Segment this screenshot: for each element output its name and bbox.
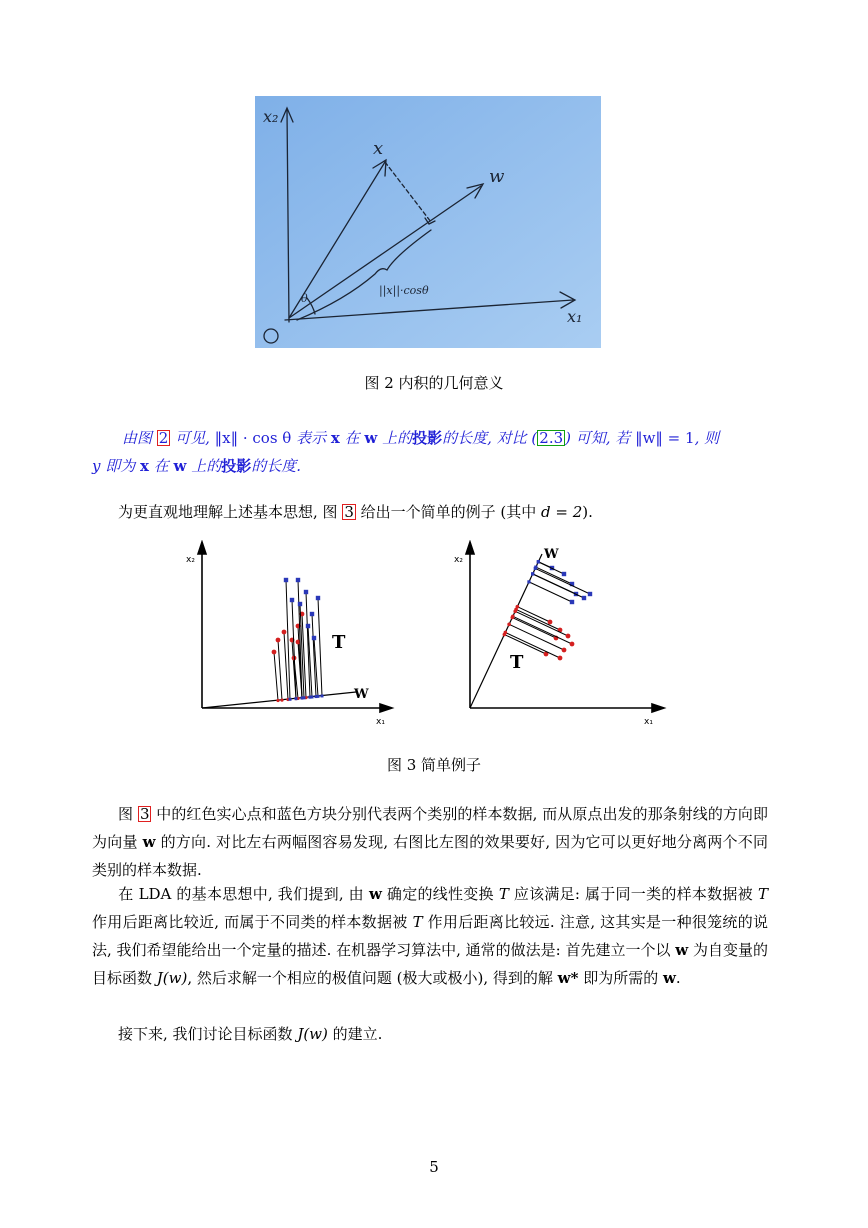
text: 表示 <box>291 429 331 447</box>
left-blue-projected-square <box>317 695 320 698</box>
left-blue-projected-square <box>295 697 298 700</box>
left-axis-y-arrow <box>198 542 206 554</box>
math-w-star: w* <box>557 969 579 987</box>
text: 即为所需的 <box>578 969 663 987</box>
text: 图 <box>118 805 138 823</box>
label-x: x <box>373 138 384 159</box>
text: . <box>675 969 681 987</box>
text: 的建立. <box>327 1025 383 1043</box>
right-label-x1: x₁ <box>644 717 653 727</box>
right-blue-square <box>582 596 586 600</box>
left-projection-line <box>318 598 322 696</box>
left-blue-square <box>306 624 310 628</box>
right-projection-line <box>529 582 572 602</box>
text: 可见, <box>170 429 215 447</box>
label-x1: x₁ <box>567 307 583 326</box>
figure-3 <box>180 540 680 730</box>
math-w: w <box>173 457 187 475</box>
left-red-point <box>276 638 281 643</box>
math-w: w <box>364 429 378 447</box>
left-blue-square <box>312 636 316 640</box>
intro-paragraph <box>92 498 768 526</box>
text: 确定的线性变换 <box>381 885 499 903</box>
right-red-point <box>548 620 553 625</box>
left-blue-projected-square <box>311 695 314 698</box>
right-red-point <box>562 648 567 653</box>
left-projection-line <box>284 632 288 699</box>
text: 由图 <box>122 429 157 447</box>
math-w: w <box>142 833 156 851</box>
label-theta: θ <box>301 292 308 305</box>
left-red-point <box>282 630 287 635</box>
text: 为自变量的目标函数 <box>92 941 768 987</box>
theorem-paragraph <box>92 424 768 480</box>
math-norm-w: ‖w‖ = 1 <box>635 429 695 447</box>
right-blue-square <box>562 572 566 576</box>
label-x2: x₂ <box>263 107 279 126</box>
right-projection-line <box>515 611 568 636</box>
right-red-point <box>570 642 575 647</box>
right-red-projected-point <box>507 623 511 627</box>
left-red-point <box>272 650 277 655</box>
right-blue-projected-square <box>537 560 540 563</box>
figure-3-link[interactable]: 3 <box>344 503 354 521</box>
left-projection-line <box>274 652 278 701</box>
figure-3-link[interactable]: 3 <box>139 805 150 823</box>
math-J: J(w) <box>156 969 188 987</box>
figure-2-image <box>255 96 601 348</box>
math-J: J(w) <box>297 1025 328 1043</box>
figure-2 <box>255 96 601 348</box>
right-label-w: W <box>544 547 559 562</box>
math-w: w <box>662 969 676 987</box>
text: 作用后距离比较近, 而属于不同类的样本数据被 <box>92 913 413 931</box>
left-blue-square <box>296 578 300 582</box>
text: 应该满足: 属于同一类的样本数据被 <box>508 885 758 903</box>
right-axis-y-arrow <box>466 542 474 554</box>
text: 的长度, 对比 ( <box>442 429 538 447</box>
text: 在 LDA 的基本思想中, 我们提到, 由 <box>118 885 369 903</box>
paragraph-2 <box>92 880 768 992</box>
text: 作用后距离比较远. 注意, 这其实是一种很笼统的说法, 我们希望能给出一个定量的描述. 在机器学习算法中, 通常的做法是: 首先建立一个以 <box>92 913 768 959</box>
left-blue-projected-square <box>321 694 324 697</box>
right-red-projected-point <box>504 631 508 635</box>
text: , 然后求解一个相应的极值问题 (极大或极小), 得到的解 <box>187 969 558 987</box>
left-blue-square <box>290 598 294 602</box>
left-blue-projected-square <box>303 696 306 699</box>
text: 在 <box>339 429 365 447</box>
right-label-T: T <box>510 652 524 673</box>
text: 为更直观地理解上述基本思想, 图 <box>118 503 343 521</box>
left-axis-x-arrow <box>380 704 392 712</box>
left-blue-projected-square <box>289 698 292 701</box>
right-blue-projected-square <box>527 580 530 583</box>
right-projection-line <box>516 609 560 630</box>
emph-projection: 投影 <box>412 429 443 447</box>
text: 上的 <box>377 429 413 447</box>
paragraph-1 <box>92 800 768 884</box>
right-red-projected-point <box>513 610 517 614</box>
text: 即为 <box>100 457 141 475</box>
figure-3-plots <box>180 540 680 730</box>
math-x: x <box>330 429 340 447</box>
right-red-projected-point <box>511 615 515 619</box>
math-w: w <box>368 885 382 903</box>
left-label-x1: x₁ <box>376 717 385 727</box>
math-T: T <box>757 885 768 903</box>
right-blue-square <box>588 592 592 596</box>
right-red-point <box>566 634 571 639</box>
text: 上的 <box>186 457 222 475</box>
math-d: d = 2 <box>541 503 583 521</box>
math-x: x <box>140 457 149 475</box>
math-T: T <box>498 885 509 903</box>
text: 的方向. 对比左右两幅图容易发现, 右图比左图的效果要好, 因为它可以更好地分离两个不同类别的样本数据. <box>92 833 768 879</box>
math-y: y <box>92 457 101 475</box>
left-blue-square <box>310 612 314 616</box>
text: 中的红色实心点和蓝色方块分别代表两个类别的样本数据, 而从原点出发的那条射线的方向即为向量 <box>92 805 768 851</box>
left-label-x2: x₂ <box>186 555 195 565</box>
paragraph-3 <box>92 1020 768 1048</box>
right-red-point <box>558 656 563 661</box>
right-axis-x-arrow <box>652 704 664 712</box>
left-red-projected-point <box>276 699 279 702</box>
math-T: T <box>412 913 423 931</box>
figure-3-caption: 图 3 简单例子 <box>386 756 482 774</box>
left-blue-square <box>304 590 308 594</box>
left-blue-square <box>284 578 288 582</box>
left-blue-square <box>298 602 302 606</box>
math-w: w <box>675 941 689 959</box>
text: 的长度. <box>251 457 302 475</box>
left-projection-line <box>278 640 282 700</box>
left-label-T: T <box>332 632 346 653</box>
label-w: w <box>489 166 505 187</box>
text: 给出一个简单的例子 (其中 <box>355 503 542 521</box>
page-number: 5 <box>429 1158 439 1176</box>
text: ) 可知, 若 <box>565 429 636 447</box>
left-blue-square <box>316 596 320 600</box>
text: , 则 <box>694 429 720 447</box>
text: ). <box>582 503 593 521</box>
label-proj: ||x||·cosθ <box>379 284 429 297</box>
right-blue-projected-square <box>534 567 537 570</box>
right-projection-line <box>538 562 564 574</box>
text: 在 <box>148 457 174 475</box>
figure-2-caption: 图 2 内积的几何意义 <box>364 374 504 392</box>
right-blue-square <box>570 600 574 604</box>
left-red-projected-point <box>280 699 283 702</box>
figure-2-link[interactable]: 2 <box>158 429 169 447</box>
right-label-x2: x₂ <box>454 555 463 565</box>
right-blue-projected-square <box>531 572 534 575</box>
left-label-w: W <box>354 687 369 702</box>
equation-2-3-link[interactable]: 2.3 <box>539 429 564 447</box>
math-norm-x: ‖x‖ · cos θ <box>214 429 292 447</box>
text: 接下来, 我们讨论目标函数 <box>118 1025 298 1043</box>
emph-projection: 投影 <box>221 457 252 475</box>
